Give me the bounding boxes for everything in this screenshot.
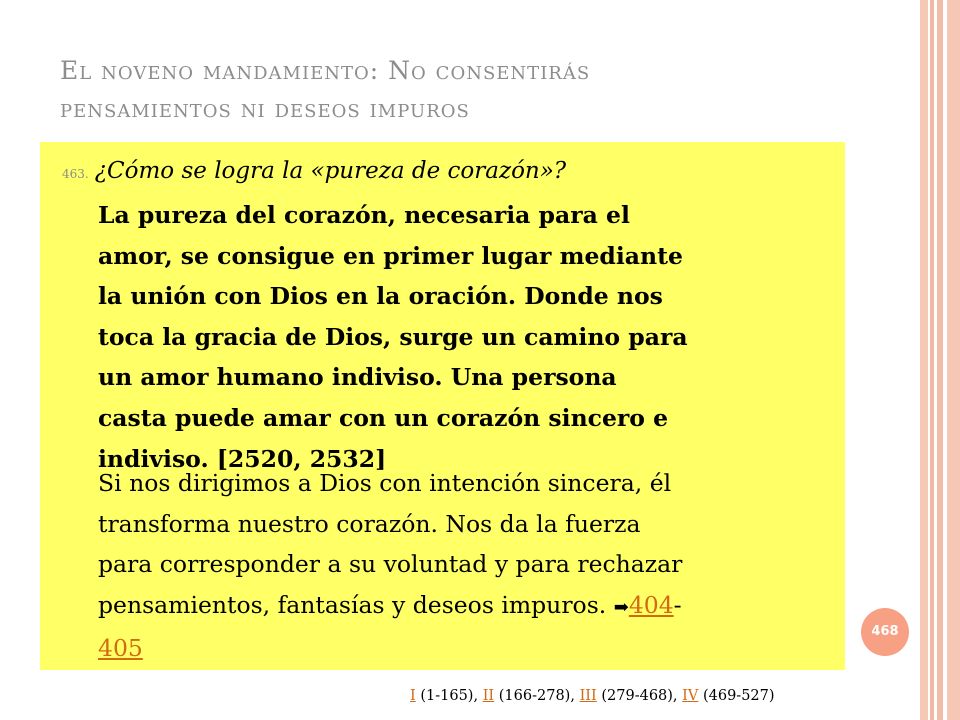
footer-link-part-4[interactable]: IV xyxy=(682,688,699,704)
commentary-line-text: pensamientos, fantasías y deseos impuros. xyxy=(98,590,614,619)
footer-range: (1-165), xyxy=(415,688,483,704)
slide-title-line-2: pensamientos ni deseos impuros xyxy=(60,94,470,123)
footer-link-part-1[interactable]: I xyxy=(410,688,416,704)
answer-line: casta puede amar con un corazón sincero e xyxy=(98,403,669,432)
answer-line: indiviso. [2520, 2532] xyxy=(98,444,387,473)
commentary-line xyxy=(98,585,838,629)
footer-range: (279-468), xyxy=(596,688,683,704)
border-stripe xyxy=(947,0,960,720)
question xyxy=(62,153,566,192)
arrow-right-icon: ➡ xyxy=(613,596,629,618)
content-panel xyxy=(40,142,845,670)
page-number-badge: 468 xyxy=(861,608,909,656)
reference-separator: - xyxy=(673,590,682,619)
reference-link-405[interactable]: 405 xyxy=(98,634,143,663)
footer-range: (166-278), xyxy=(494,688,580,704)
question-number: 463. xyxy=(62,167,89,181)
footer-navigation xyxy=(410,684,775,708)
reference-link-404[interactable]: 404 xyxy=(628,590,674,619)
commentary-line xyxy=(98,628,838,669)
answer-line: La pureza del corazón, necesaria para el xyxy=(98,201,630,229)
commentary-line: Si nos dirigimos a Dios con intención sincera, él xyxy=(98,469,672,497)
footer-link-part-3[interactable]: III xyxy=(579,688,597,704)
answer-line: amor, se consigue en primer lugar mediante xyxy=(98,241,683,270)
question-text: ¿Cómo se logra la «pureza de corazón»? xyxy=(94,158,567,184)
slide-title-line-1: El noveno mandamiento: No consentirás xyxy=(60,56,591,85)
commentary-line: transforma nuestro corazón. Nos da la fuerza xyxy=(98,509,641,538)
slide-title xyxy=(60,52,880,128)
border-stripe xyxy=(920,0,928,720)
footer-link-part-2[interactable]: II xyxy=(482,688,495,704)
answer-line: la unión con Dios en la oración. Donde nos xyxy=(98,282,663,311)
answer xyxy=(98,195,838,479)
commentary xyxy=(98,463,838,669)
commentary-line: para corresponder a su voluntad y para rechazar xyxy=(98,550,683,579)
answer-line: un amor humano indiviso. Una persona xyxy=(98,363,617,392)
footer-range: (469-527) xyxy=(698,688,775,704)
answer-line: toca la gracia de Dios, surge un camino para xyxy=(98,322,688,351)
